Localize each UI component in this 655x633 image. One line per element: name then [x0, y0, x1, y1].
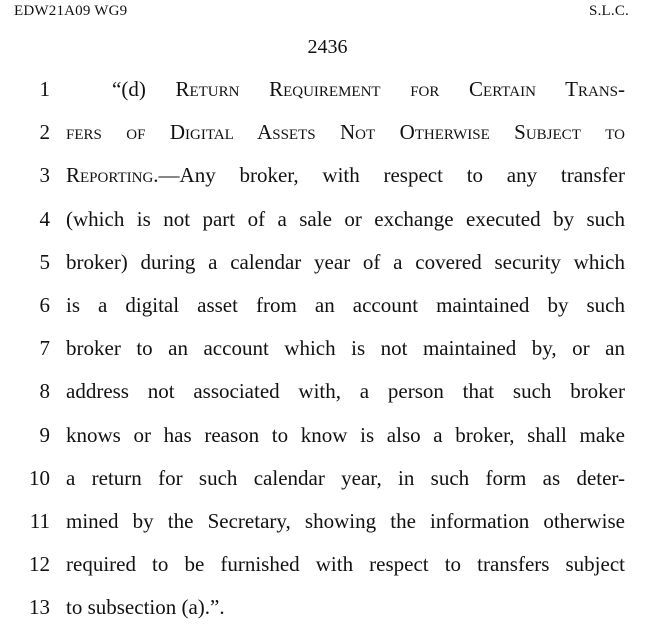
line-text: [66, 163, 625, 188]
line-row: [0, 546, 655, 589]
line-row: [0, 114, 655, 157]
line-number: 2: [39, 120, 50, 145]
line-row: [0, 71, 655, 114]
line-text: address not associated with, a person that such broker: [66, 379, 625, 404]
line-number: 9: [39, 422, 50, 447]
line-row: [0, 201, 655, 244]
slc-marker: S.L.C.: [589, 3, 629, 19]
line-text: (which is not part of a sale or exchange executed by such: [66, 206, 625, 231]
line-row: [0, 503, 655, 546]
line-row: [0, 417, 655, 460]
line-row: [0, 589, 655, 632]
line-text: to subsection (a).”.: [66, 595, 225, 620]
line-text: required to be furnished with respect to transfers subject: [66, 552, 625, 577]
section-heading: Return Requirement for Certain Trans-: [175, 77, 626, 101]
text-segment: —Any broker, with respect to any transfer: [158, 163, 625, 188]
line-text: broker) during a calendar year of a covered security which: [66, 249, 625, 274]
line-number: 6: [39, 292, 50, 317]
text-segment: “(d): [112, 77, 176, 101]
line-number: 4: [39, 206, 50, 231]
line-number: 3: [39, 163, 50, 188]
line-number: 7: [39, 336, 50, 361]
line-row: [0, 460, 655, 503]
line-text: knows or has reason to know is also a broker, shall make: [66, 422, 625, 447]
line-number: 12: [29, 552, 50, 577]
line-row: [0, 373, 655, 416]
section-heading: Reporting.: [66, 163, 159, 188]
bill-text: [0, 71, 655, 632]
line-number: 13: [29, 595, 50, 620]
document-id: EDW21A09 WG9: [14, 3, 128, 19]
line-row: [0, 330, 655, 373]
line-number: 10: [29, 465, 50, 490]
section-heading: fers of Digital Assets Not Otherwise Subject to: [66, 120, 625, 145]
line-text: [112, 77, 625, 102]
line-text: is a digital asset from an account maintained by such: [66, 292, 625, 317]
line-row: [0, 287, 655, 330]
line-text: broker to an account which is not maintained by, or an: [66, 336, 625, 361]
page-number: 2436: [307, 36, 348, 58]
line-text: a return for such calendar year, in such form as deter-: [66, 465, 625, 490]
line-text: [66, 120, 625, 145]
line-text: mined by the Secretary, showing the information otherwise: [66, 508, 625, 533]
line-number: 11: [29, 508, 50, 533]
line-number: 1: [39, 77, 50, 101]
line-number: 5: [39, 249, 50, 274]
line-row: [0, 157, 655, 200]
line-number: 8: [39, 379, 50, 404]
line-row: [0, 244, 655, 287]
